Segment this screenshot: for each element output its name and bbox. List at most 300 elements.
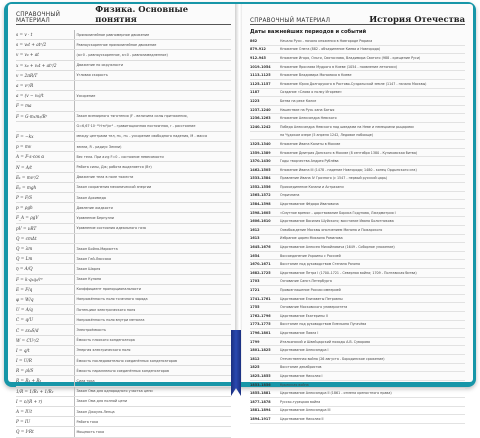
physics-row [16, 366, 231, 376]
physics-description: Закон Ома для полной цепи [76, 399, 128, 404]
physics-row [16, 254, 231, 264]
physics-formula: pV = νRT [16, 225, 37, 231]
history-year: 1236–1263 [250, 116, 271, 121]
physics-formula: I = q/t [16, 347, 30, 353]
physics-description: Напряжённость поля внутри металла [76, 317, 145, 322]
physics-description: Равноускоренное прямолинейное движение [76, 42, 157, 47]
physics-table [16, 30, 231, 438]
history-event: Опричнина [280, 193, 300, 198]
history-row [250, 269, 465, 278]
physics-row [16, 234, 231, 244]
physics-formula: v = v₀ + at [16, 52, 39, 58]
physics-formula: F = −kx [16, 133, 34, 139]
history-event: Битва на реке Калке [280, 98, 317, 103]
physics-row [16, 122, 231, 132]
history-year: 879–912 [250, 47, 266, 52]
physics-formula: p = mv [16, 144, 32, 150]
physics-row [16, 193, 231, 203]
physics-formula: 1/R = 1/R₁ + 1/R₂ [16, 388, 54, 394]
history-year: 1125–1157 [250, 81, 271, 86]
history-event: Княжение Ивана III (1478 - падение Новгорода; 1480 - конец Ордынского ига) [280, 167, 417, 172]
history-year: 1565–1572 [250, 193, 271, 198]
physics-description: Угловая скорость [76, 73, 108, 78]
history-row [250, 415, 465, 424]
physics-row [16, 356, 231, 366]
physics-row [16, 81, 231, 91]
physics-row [16, 285, 231, 295]
history-row [250, 37, 465, 46]
history-event: Основание Московского университета [280, 305, 348, 310]
physics-formula: F = G·m₁m₂/R² [16, 113, 48, 119]
history-row [250, 106, 465, 115]
physics-description: (a>0 - равноускоренное, a<0 - равнозамедленное) [76, 52, 168, 57]
physics-description: Электроёмкость [76, 328, 106, 333]
history-row [250, 200, 465, 209]
physics-row [16, 50, 231, 60]
history-event: Нашествие на Русь хана Батыя [280, 107, 335, 112]
physics-row [16, 346, 231, 356]
physics-description: Уравнение состояния идеального газа [76, 226, 146, 231]
history-year: 1187 [250, 90, 260, 95]
history-event: Княжение Ивана Калиты в Москве [280, 141, 341, 146]
column-divider [74, 162, 75, 171]
physics-row [16, 407, 231, 417]
physics-row [16, 244, 231, 254]
history-year: 1359–1389 [250, 150, 271, 155]
column-divider [74, 387, 75, 396]
physics-formula: I = ε/(R + r) [16, 398, 43, 404]
physics-row [16, 275, 231, 285]
history-event: Крымская война [280, 382, 309, 387]
physics-row [16, 325, 231, 335]
history-year: 1682–1725 [250, 270, 271, 275]
history-year: 1721 [250, 288, 260, 293]
physics-formula: F_A = ρgV [16, 215, 39, 221]
physics-formula: s = v · t [16, 32, 33, 38]
history-row [250, 166, 465, 175]
column-divider [74, 275, 75, 284]
physics-formula: Q = cmΔt [16, 235, 37, 241]
history-year: 1584–1598 [250, 202, 271, 207]
column-divider [74, 285, 75, 294]
physics-description: Потенциал электрического поля [76, 307, 136, 312]
history-event: Царствование Николая II [280, 416, 324, 421]
physics-formula: a = v²/R [16, 83, 34, 89]
physics-formula: C = εε₀S/d [16, 327, 39, 333]
column-divider [74, 234, 75, 243]
column-divider [74, 224, 75, 233]
history-event: Избрание царем Михаила Романова [280, 236, 343, 241]
right-page [242, 4, 473, 421]
column-divider [74, 244, 75, 253]
history-event: Создание «Слова о полку Игореве» [280, 90, 342, 95]
physics-row [16, 427, 231, 437]
history-event: на Чудском озере (5 апреля 1242, Ледовое побоище) [280, 133, 374, 138]
history-year: 1812 [250, 356, 260, 361]
physics-row [16, 101, 231, 111]
history-event: Княжение Ярослава Мудрого в Киеве (1054 - появление летописи) [280, 64, 397, 69]
physics-row [16, 264, 231, 274]
column-divider [74, 112, 75, 121]
history-row [250, 278, 465, 287]
physics-description: Давление жидкости [76, 205, 113, 210]
physics-description: Работа тока [76, 419, 99, 424]
column-divider [74, 346, 75, 355]
physics-formula: R = R₁ + R₂ [16, 378, 42, 384]
physics-row [16, 142, 231, 152]
history-row [250, 312, 465, 321]
history-row [250, 252, 465, 261]
history-event: Княжение Олега (882 - объединение Киева и Новгорода) [280, 47, 381, 52]
history-row [250, 46, 465, 55]
physics-description: Закон всемирного тяготения (F - величина силы притяжения, [76, 114, 188, 119]
column-divider [74, 336, 75, 345]
history-year: 1703 [250, 279, 260, 284]
history-row [250, 226, 465, 235]
history-event: Царствование Петра I (1700–1721 - Северная война; 1709 - Полтавская битва) [280, 270, 417, 275]
history-year: 1825 [250, 365, 260, 370]
history-year: 1853–1856 [250, 382, 271, 387]
physics-row [16, 91, 231, 101]
column-divider [74, 397, 75, 406]
column-divider [74, 132, 75, 141]
physics-formula: p = ρgh [16, 205, 33, 211]
history-row [250, 381, 465, 390]
physics-formula: A = IUt [16, 409, 33, 415]
physics-description: Коэффициент пропорциональности [76, 287, 141, 292]
column-divider [74, 254, 75, 263]
history-row [250, 183, 465, 192]
physics-formula: P = F/S [16, 195, 33, 201]
history-row [250, 132, 465, 141]
right-page-category: СПРАВОЧНЫЙ МАТЕРИАЛ [250, 18, 331, 24]
history-year: 1370–1430 [250, 159, 271, 164]
column-divider [74, 193, 75, 202]
history-event: Восстание декабристов [280, 365, 322, 370]
history-event: Княжение Александра Невского [280, 116, 337, 121]
column-divider [74, 152, 75, 161]
history-row [250, 355, 465, 364]
physics-formula: A = F·s·cos α [16, 154, 45, 160]
history-event: Царствование Александра II (1861 - отмена крепостного права) [280, 391, 392, 396]
bookmark-ribbon[interactable] [231, 330, 241, 396]
history-year: 1223 [250, 98, 260, 103]
physics-formula: P = IU [16, 419, 31, 425]
history-table [250, 29, 465, 424]
physics-formula: Q = λm [16, 246, 33, 252]
history-event: Восстание под руководством Емельяна Пугачёва [280, 322, 367, 327]
history-year: 1237–1240 [250, 107, 271, 112]
physics-formula: N = A/t [16, 164, 32, 170]
physics-row [16, 376, 231, 386]
physics-description: Ёмкость параллельно соединённых конденсаторов [76, 368, 169, 373]
history-event: Освобождение Москвы ополчением Минина и Пожарского [280, 227, 383, 232]
physics-description: Закон Шарля [76, 266, 101, 271]
physics-description: Ёмкость последовательно соединённых конденсаторов [76, 358, 178, 363]
history-year: 1462–1505 [250, 167, 271, 172]
physics-description: Закон Джоуля-Ленца [76, 409, 115, 414]
column-divider [74, 366, 75, 375]
history-event: Царствование Алексея Михайловича (1649 - Соборное уложение) [280, 245, 395, 250]
history-year: 1019–1054 [250, 64, 271, 69]
physics-formula: C = q/U [16, 317, 33, 323]
history-row [250, 97, 465, 106]
physics-description: Закон Ома для однородного участка цепи [76, 389, 153, 394]
physics-formula: R = ρl/S [16, 368, 34, 374]
history-event: Годы творчества Андрея Рублёва [280, 159, 339, 164]
history-year: 1796–1801 [250, 330, 271, 335]
history-row [250, 175, 465, 184]
physics-row [16, 132, 231, 142]
physics-formula: F = ma [16, 103, 32, 109]
physics-formula: U = A/q [16, 307, 33, 313]
history-year: 862 [250, 38, 258, 43]
history-event: Восстание под руководством Степана Разина [280, 262, 360, 267]
column-divider [74, 427, 75, 436]
physics-row [16, 224, 231, 234]
column-divider [74, 71, 75, 80]
column-divider [74, 203, 75, 212]
physics-row [16, 203, 231, 213]
right-page-title: История Отечества [369, 14, 465, 24]
history-row [250, 123, 465, 132]
history-event: Царствование Николая I [280, 373, 323, 378]
history-event: Царствование Александра III [280, 408, 331, 413]
history-year: 1670–1671 [250, 262, 271, 267]
column-divider [74, 264, 75, 273]
column-divider [74, 101, 75, 110]
column-divider [74, 417, 75, 426]
physics-formula: a = (v − v₀)/t [16, 93, 44, 99]
physics-row [16, 336, 231, 346]
history-row [250, 329, 465, 338]
physics-formula: Eₖ = mv²/2 [16, 174, 39, 180]
physics-description: между центрами тел, m₁, m₂ - ускорение свободного падения, M - масса [76, 134, 208, 139]
history-event: Царствование Екатерины II [280, 313, 328, 318]
column-divider [74, 81, 75, 90]
history-year: 1606–1610 [250, 219, 271, 224]
physics-row [16, 40, 231, 50]
history-event: Победа Александра Невского над шведами на Неве и немецкими рыцарями [280, 124, 414, 129]
physics-description: Работа силы, Дж; работа выделяется (Вт) [76, 165, 152, 170]
physics-description: Сила тока [76, 378, 95, 383]
history-event: Княжение Игоря, Ольги, Святослава, Владимира Святого (988 - крещение Руси) [280, 55, 421, 60]
column-divider [74, 305, 75, 314]
left-page-header [16, 4, 231, 25]
column-divider [74, 122, 75, 131]
history-event: Итальянский и Швейцарский походы А.В. Суворова [280, 339, 371, 344]
physics-formula: x = x₀ + v₀t + at²/2 [16, 62, 57, 68]
history-year: 1612 [250, 227, 260, 232]
history-row [250, 63, 465, 72]
history-event: Отечественная война (26 августа - Бородинское сражение) [280, 356, 385, 361]
physics-formula: s = v₀t + at²/2 [16, 42, 47, 48]
history-row [250, 71, 465, 80]
physics-formula: Q = Lm [16, 256, 33, 262]
history-event: Княжение Юрия Долгорукого в Ростово-Суздальской земле (1147 - начало Москвы) [280, 81, 427, 86]
history-year: 1552–1556 [250, 184, 271, 189]
physics-description: Энергия электрического поля [76, 348, 131, 353]
history-year: 1598–1605 [250, 210, 271, 215]
physics-description: Ускорение [76, 93, 96, 98]
history-year: 912–945 [250, 55, 266, 60]
physics-description: Мощность тока [76, 429, 105, 434]
history-row [250, 89, 465, 98]
column-divider [74, 325, 75, 334]
history-event: Царствование Елизаветы Петровны [280, 296, 343, 301]
physics-row [16, 152, 231, 162]
history-year: 1325–1340 [250, 141, 271, 146]
physics-row [16, 173, 231, 183]
physics-row [16, 315, 231, 325]
history-subtitle: Даты важнейших периодов и событий [250, 29, 367, 35]
physics-row [16, 30, 231, 40]
physics-description: земли, R - радиус Земли) [76, 144, 122, 149]
physics-row [16, 61, 231, 71]
history-row [250, 346, 465, 355]
history-year: 1741–1761 [250, 296, 271, 301]
history-year: 1801–1825 [250, 348, 271, 353]
history-year: 1645–1676 [250, 245, 271, 250]
history-year: 1240–1242 [250, 124, 271, 129]
history-row [250, 54, 465, 63]
history-event: Русско-турецкая война [280, 399, 321, 404]
history-year: 1799 [250, 339, 260, 344]
physics-formula: φ = W/q [16, 296, 34, 302]
physics-description: Закон Архимеда [76, 195, 106, 200]
history-row [250, 364, 465, 373]
history-event: Княжение Владимира Мономаха в Киеве [280, 73, 352, 78]
column-divider [74, 50, 75, 59]
physics-description: Закон Бойля-Мариотта [76, 246, 118, 251]
column-divider [74, 61, 75, 70]
history-row [250, 157, 465, 166]
history-event: Царствование Павла I [280, 330, 319, 335]
physics-description: Уравнение Бернулли [76, 215, 115, 220]
history-row [250, 243, 465, 252]
physics-row [16, 387, 231, 397]
history-row [250, 217, 465, 226]
physics-formula: v = 2πR/T [16, 72, 38, 78]
physics-formula: W = CU²/2 [16, 337, 39, 343]
history-event: Царствование Василия Шуйского; восстание Ивана Болотникова [280, 219, 394, 224]
physics-formula: Q = I²Rt [16, 429, 34, 435]
physics-description: Прямолинейное равномерное движение [76, 32, 150, 37]
history-row [250, 192, 465, 201]
physics-description: Закон Кулона [76, 277, 102, 282]
history-event: «Смутное время» - царствование Бориса Годунова, Лжедмитрия I [280, 210, 396, 215]
physics-formula: E = F/q [16, 286, 33, 292]
physics-row [16, 397, 231, 407]
column-divider [74, 91, 75, 100]
history-row [250, 140, 465, 149]
physics-description: Движение тела в поле тяжести [76, 175, 134, 180]
physics-row [16, 417, 231, 427]
history-event: Царствование Фёдора Ивановича [280, 202, 339, 207]
history-row [250, 235, 465, 244]
column-divider [74, 30, 75, 39]
column-divider [74, 295, 75, 304]
history-row [250, 338, 465, 347]
column-divider [74, 315, 75, 324]
history-year: 1881–1894 [250, 408, 271, 413]
physics-row [16, 71, 231, 81]
column-divider [74, 356, 75, 365]
history-row [250, 209, 465, 218]
physics-formula: Eₚ = mgh [16, 184, 37, 190]
history-year: 1855–1881 [250, 391, 271, 396]
history-event: Начало Руси - начало княжения в Новгороде Рюрика [280, 38, 373, 43]
physics-row [16, 183, 231, 193]
physics-description: Напряжённость поля точечного заряда [76, 297, 148, 302]
history-year: 1825–1855 [250, 373, 271, 378]
history-row [250, 286, 465, 295]
history-row [250, 295, 465, 304]
physics-row [16, 295, 231, 305]
physics-description: Вес тела. При a≠g F=0 – состояние невесомости [76, 154, 164, 159]
history-event: Провозглашение России империей [280, 288, 341, 293]
physics-description: Закон сохранения механической энергии [76, 185, 152, 190]
history-row [250, 398, 465, 407]
column-divider [74, 213, 75, 222]
history-row [250, 260, 465, 269]
left-page [8, 4, 237, 435]
column-divider [74, 173, 75, 182]
history-event: Воссоединение Украины с Россией [280, 253, 341, 258]
history-year: 1755 [250, 305, 260, 310]
physics-formula: F = k·q₁q₂/r² [16, 276, 43, 282]
column-divider [74, 142, 75, 151]
left-page-category: СПРАВОЧНЫЙ МАТЕРИАЛ [16, 12, 61, 24]
column-divider [74, 407, 75, 416]
history-year: 1877–1878 [250, 399, 271, 404]
physics-description: Ёмкость плоского конденсатора [76, 338, 135, 343]
physics-description: Движение по окружности [76, 63, 124, 68]
history-row [250, 303, 465, 312]
history-row [250, 114, 465, 123]
history-event: Правление Ивана IV Грозного (с 1547 - первый русский царь) [280, 176, 388, 181]
history-year: 1533–1584 [250, 176, 271, 181]
physics-row [16, 112, 231, 122]
history-event: Основание Санкт-Петербурга [280, 279, 332, 284]
history-year: 1894–1917 [250, 416, 271, 421]
history-row [250, 321, 465, 330]
history-year: 1654 [250, 253, 260, 258]
column-divider [74, 183, 75, 192]
history-event: Царствование Александра I [280, 348, 329, 353]
right-page-header [250, 10, 465, 25]
physics-row [16, 305, 231, 315]
history-event: Княжение Дмитрия Донского в Москве (8 сентября 1380 - Куликовская битва) [280, 150, 418, 155]
history-year: 1762–1796 [250, 313, 271, 318]
column-divider [74, 40, 75, 49]
history-row [250, 389, 465, 398]
physics-formula: η = A/Q [16, 266, 33, 272]
physics-row [16, 162, 231, 172]
physics-row [16, 213, 231, 223]
history-year: 1773–1775 [250, 322, 271, 327]
history-row [250, 80, 465, 89]
column-divider [74, 376, 75, 385]
physics-description: G=6,67·10⁻¹¹Н·м²/кг² - гравитационная постоянная, r - расстояние [76, 124, 196, 129]
physics-description: Закон Гей-Люссака [76, 256, 112, 261]
history-year: 1113–1125 [250, 73, 271, 78]
history-row [250, 407, 465, 416]
history-event: Присоединение Казани и Астрахани [280, 184, 344, 189]
history-year: 1613 [250, 236, 260, 241]
left-page-title: Физика. Основные понятия [95, 4, 189, 24]
physics-formula: I = U/R [16, 358, 32, 364]
